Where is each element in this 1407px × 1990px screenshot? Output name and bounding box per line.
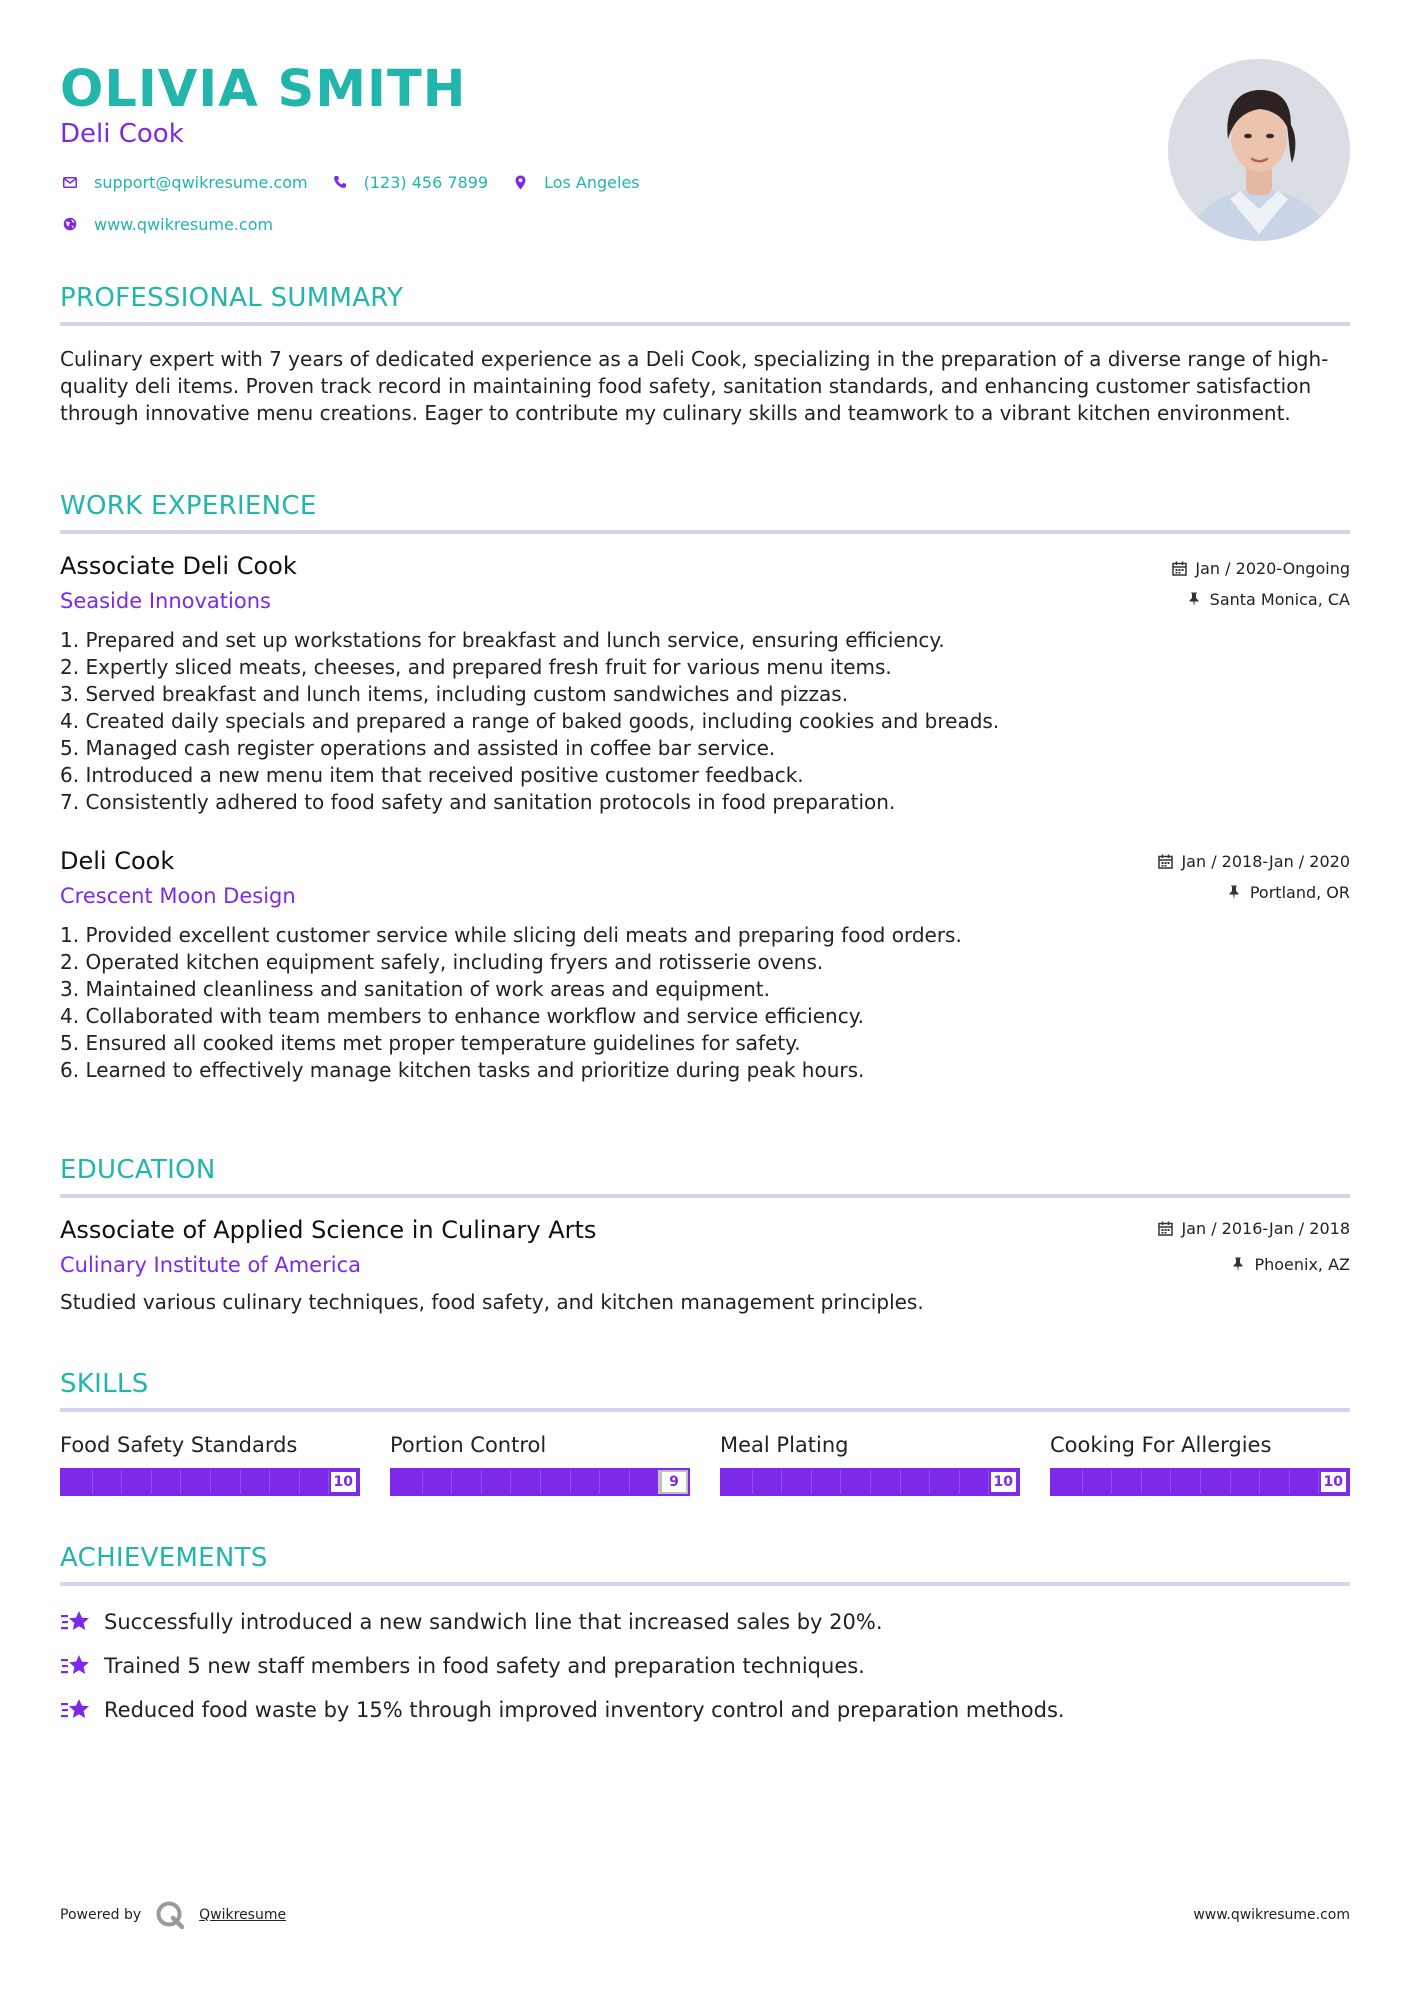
job-entry bbox=[60, 551, 1350, 816]
skill-bar-segment bbox=[1170, 1470, 1171, 1494]
summary-section bbox=[60, 282, 1350, 427]
contact-location bbox=[510, 172, 640, 192]
powered-by-label: Powered by bbox=[60, 1907, 142, 1923]
envelope-icon bbox=[60, 172, 80, 192]
list-item: 3. Served breakfast and lunch items, including custom sandwiches and pizzas. bbox=[60, 682, 849, 706]
skill-bar-segment bbox=[840, 1470, 841, 1494]
skill-rating-bar bbox=[390, 1468, 690, 1496]
skill-name: Portion Control bbox=[390, 1433, 547, 1457]
degree-title: Associate of Applied Science in Culinary Arts bbox=[60, 1216, 597, 1244]
candidate-title: Deli Cook bbox=[60, 119, 184, 149]
achievement-text: Successfully introduced a new sandwich line that increased sales by 20%. bbox=[104, 1610, 883, 1634]
skill-bar-segment bbox=[510, 1470, 511, 1494]
star-icon bbox=[60, 1696, 92, 1724]
job-meta bbox=[1156, 850, 1350, 903]
skill-rating-bar bbox=[1050, 1468, 1350, 1496]
job-dates-text: Jan / 2020-Ongoing bbox=[1195, 558, 1350, 578]
globe-icon bbox=[60, 214, 80, 234]
job-location-text: Santa Monica, CA bbox=[1209, 589, 1350, 609]
skill-rating-value: 10 bbox=[1321, 1472, 1346, 1492]
list-item: 5. Managed cash register operations and assisted in coffee bar service. bbox=[60, 736, 776, 760]
education-dates bbox=[1156, 1217, 1350, 1239]
qwikresume-logo-icon bbox=[155, 1900, 185, 1930]
section-divider bbox=[60, 1194, 1350, 1198]
pushpin-icon bbox=[1185, 590, 1203, 608]
skill-bar-segment bbox=[1111, 1470, 1112, 1494]
education-location bbox=[1156, 1253, 1350, 1275]
skill-name: Food Safety Standards bbox=[60, 1433, 298, 1457]
skill-bar-segment bbox=[151, 1470, 152, 1494]
list-item: 3. Maintained cleanliness and sanitation of work areas and equipment. bbox=[60, 977, 770, 1001]
skill-bar-segment bbox=[752, 1470, 753, 1494]
skill-bar-segment bbox=[959, 1470, 960, 1494]
location-text: Los Angeles bbox=[544, 172, 640, 192]
job-meta bbox=[1170, 557, 1350, 610]
school-name: Culinary Institute of America bbox=[60, 1253, 361, 1277]
list-item: 6. Learned to effectively manage kitchen tasks and prioritize during peak hours. bbox=[60, 1058, 865, 1082]
achievement-text: Trained 5 new staff members in food safety and preparation techniques. bbox=[104, 1654, 865, 1678]
skill-rating-bar bbox=[720, 1468, 1020, 1496]
skill-bar-segment bbox=[929, 1470, 930, 1494]
job-company: Crescent Moon Design bbox=[60, 884, 296, 908]
footer-brand bbox=[60, 1900, 286, 1930]
section-divider bbox=[60, 1582, 1350, 1586]
contact-row-web bbox=[60, 214, 295, 234]
skill-bar-segment bbox=[900, 1470, 901, 1494]
achievements-list bbox=[60, 1600, 1350, 1732]
education-dates-text: Jan / 2016-Jan / 2018 bbox=[1181, 1218, 1350, 1238]
section-divider bbox=[60, 322, 1350, 326]
email-text: support@qwikresume.com bbox=[94, 172, 308, 192]
skill-bar-segment bbox=[570, 1470, 571, 1494]
list-item: 2. Expertly sliced meats, cheeses, and prepared fresh fruit for various menu items. bbox=[60, 655, 892, 679]
education-meta bbox=[1156, 1217, 1350, 1275]
education-entry bbox=[60, 1215, 1350, 1316]
education-section bbox=[60, 1154, 1350, 1316]
phone-icon bbox=[330, 172, 350, 192]
profile-photo bbox=[1168, 59, 1350, 241]
skill-rating-fill bbox=[392, 1470, 658, 1494]
skill-item bbox=[720, 1432, 1020, 1496]
list-item: 1. Prepared and set up workstations for breakfast and lunch service, ensuring efficiency. bbox=[60, 628, 945, 652]
education-heading: EDUCATION bbox=[60, 1155, 216, 1185]
list-item: 1. Provided excellent customer service while slicing deli meats and preparing food orders. bbox=[60, 923, 962, 947]
list-item: 2. Operated kitchen equipment safely, including fryers and rotisserie ovens. bbox=[60, 950, 824, 974]
footer-website[interactable]: www.qwikresume.com bbox=[1193, 1907, 1350, 1923]
skill-bar-segment bbox=[422, 1470, 423, 1494]
job-location bbox=[1170, 588, 1350, 610]
skill-bar-segment bbox=[1318, 1470, 1319, 1494]
skill-name: Meal Plating bbox=[720, 1433, 849, 1457]
skill-item bbox=[60, 1432, 360, 1496]
skill-bar-segment bbox=[781, 1470, 782, 1494]
skill-bar-segment bbox=[299, 1470, 300, 1494]
skill-bar-segment bbox=[1200, 1470, 1201, 1494]
education-description: Studied various culinary techniques, food safety, and kitchen management principles. bbox=[60, 1290, 924, 1314]
skills-heading: SKILLS bbox=[60, 1369, 149, 1399]
job-title: Deli Cook bbox=[60, 847, 175, 875]
section-divider bbox=[60, 530, 1350, 534]
contact-email[interactable] bbox=[60, 172, 308, 192]
skill-bar-segment bbox=[1259, 1470, 1260, 1494]
brand-link[interactable]: Qwikresume bbox=[199, 1907, 287, 1923]
skill-rating-value: 9 bbox=[662, 1472, 686, 1492]
job-title: Associate Deli Cook bbox=[60, 552, 297, 580]
skill-bar-segment bbox=[811, 1470, 812, 1494]
contact-row bbox=[60, 172, 662, 192]
job-dates bbox=[1156, 850, 1350, 872]
job-duties bbox=[60, 627, 1350, 816]
map-pin-icon bbox=[510, 172, 530, 192]
job-location bbox=[1156, 881, 1350, 903]
contact-website[interactable] bbox=[60, 214, 273, 234]
skill-rating-value: 10 bbox=[331, 1472, 356, 1492]
skill-bar-segment bbox=[629, 1470, 630, 1494]
skill-bar-segment bbox=[870, 1470, 871, 1494]
skills-section bbox=[60, 1368, 1350, 1496]
skill-bar-segment bbox=[240, 1470, 241, 1494]
calendar-icon bbox=[1156, 852, 1174, 870]
calendar-icon bbox=[1170, 559, 1188, 577]
skill-item bbox=[390, 1432, 690, 1496]
skill-bar-segment bbox=[180, 1470, 181, 1494]
section-divider bbox=[60, 1408, 1350, 1412]
list-item: 7. Consistently adhered to food safety and sanitation protocols in food preparation. bbox=[60, 790, 896, 814]
skill-bar-segment bbox=[1082, 1470, 1083, 1494]
phone-text: (123) 456 7899 bbox=[363, 172, 489, 192]
job-company: Seaside Innovations bbox=[60, 589, 271, 613]
list-item: 6. Introduced a new menu item that received positive customer feedback. bbox=[60, 763, 804, 787]
calendar-icon bbox=[1156, 1219, 1174, 1237]
list-item: 4. Created daily specials and prepared a range of baked goods, including cookies and breads. bbox=[60, 709, 1000, 733]
website-text: www.qwikresume.com bbox=[94, 214, 274, 234]
skill-bar-segment bbox=[481, 1470, 482, 1494]
skill-bar-segment bbox=[1141, 1470, 1142, 1494]
skill-rating-value: 10 bbox=[991, 1472, 1016, 1492]
skills-row bbox=[60, 1432, 1350, 1496]
job-dates-text: Jan / 2018-Jan / 2020 bbox=[1181, 851, 1350, 871]
job-entry bbox=[60, 846, 1350, 1084]
footer bbox=[60, 1899, 1350, 1931]
list-item bbox=[60, 1688, 1350, 1732]
skill-name: Cooking For Allergies bbox=[1050, 1433, 1272, 1457]
skill-rating-bar bbox=[60, 1468, 360, 1496]
skill-bar-segment bbox=[328, 1470, 329, 1494]
contact-phone[interactable] bbox=[330, 172, 488, 192]
job-location-text: Portland, OR bbox=[1249, 882, 1350, 902]
job-duties bbox=[60, 922, 1350, 1084]
skill-bar-segment bbox=[1230, 1470, 1231, 1494]
skill-bar-segment bbox=[658, 1470, 659, 1494]
skill-bar-segment bbox=[210, 1470, 211, 1494]
skill-bar-segment bbox=[988, 1470, 989, 1494]
skill-bar-segment bbox=[92, 1470, 93, 1494]
list-item bbox=[60, 1644, 1350, 1688]
list-item: 4. Collaborated with team members to enhance workflow and service efficiency. bbox=[60, 1004, 865, 1028]
job-dates bbox=[1170, 557, 1350, 579]
list-item: 5. Ensured all cooked items met proper temperature guidelines for safety. bbox=[60, 1031, 801, 1055]
achievements-section bbox=[60, 1542, 1350, 1732]
skill-bar-segment bbox=[599, 1470, 600, 1494]
star-icon bbox=[60, 1652, 92, 1680]
skill-item bbox=[1050, 1432, 1350, 1496]
skill-bar-segment bbox=[121, 1470, 122, 1494]
list-item bbox=[60, 1600, 1350, 1644]
summary-heading: PROFESSIONAL SUMMARY bbox=[60, 283, 404, 313]
skill-bar-segment bbox=[451, 1470, 452, 1494]
skill-bar-segment bbox=[269, 1470, 270, 1494]
pushpin-icon bbox=[1229, 1255, 1247, 1273]
education-location-text: Phoenix, AZ bbox=[1254, 1254, 1350, 1274]
star-icon bbox=[60, 1608, 92, 1636]
pushpin-icon bbox=[1225, 883, 1243, 901]
experience-heading: WORK EXPERIENCE bbox=[60, 491, 317, 521]
achievements-heading: ACHIEVEMENTS bbox=[60, 1543, 268, 1573]
skill-bar-segment bbox=[540, 1470, 541, 1494]
experience-section bbox=[60, 490, 1350, 1084]
summary-text: Culinary expert with 7 years of dedicated experience as a Deli Cook, specializing in the preparation of a diverse range of high-quality deli items. Proven track record in maintaining food safety, sanitation standards, and enhancing customer satisfaction through innovative menu creations. Eager to contribute my culinary skills and teamwork to a vibrant kitchen environment. bbox=[60, 347, 1329, 425]
achievement-text: Reduced food waste by 15% through improved inventory control and preparation methods. bbox=[104, 1698, 1065, 1722]
candidate-name: OLIVIA SMITH bbox=[60, 60, 467, 119]
skill-bar-segment bbox=[1289, 1470, 1290, 1494]
